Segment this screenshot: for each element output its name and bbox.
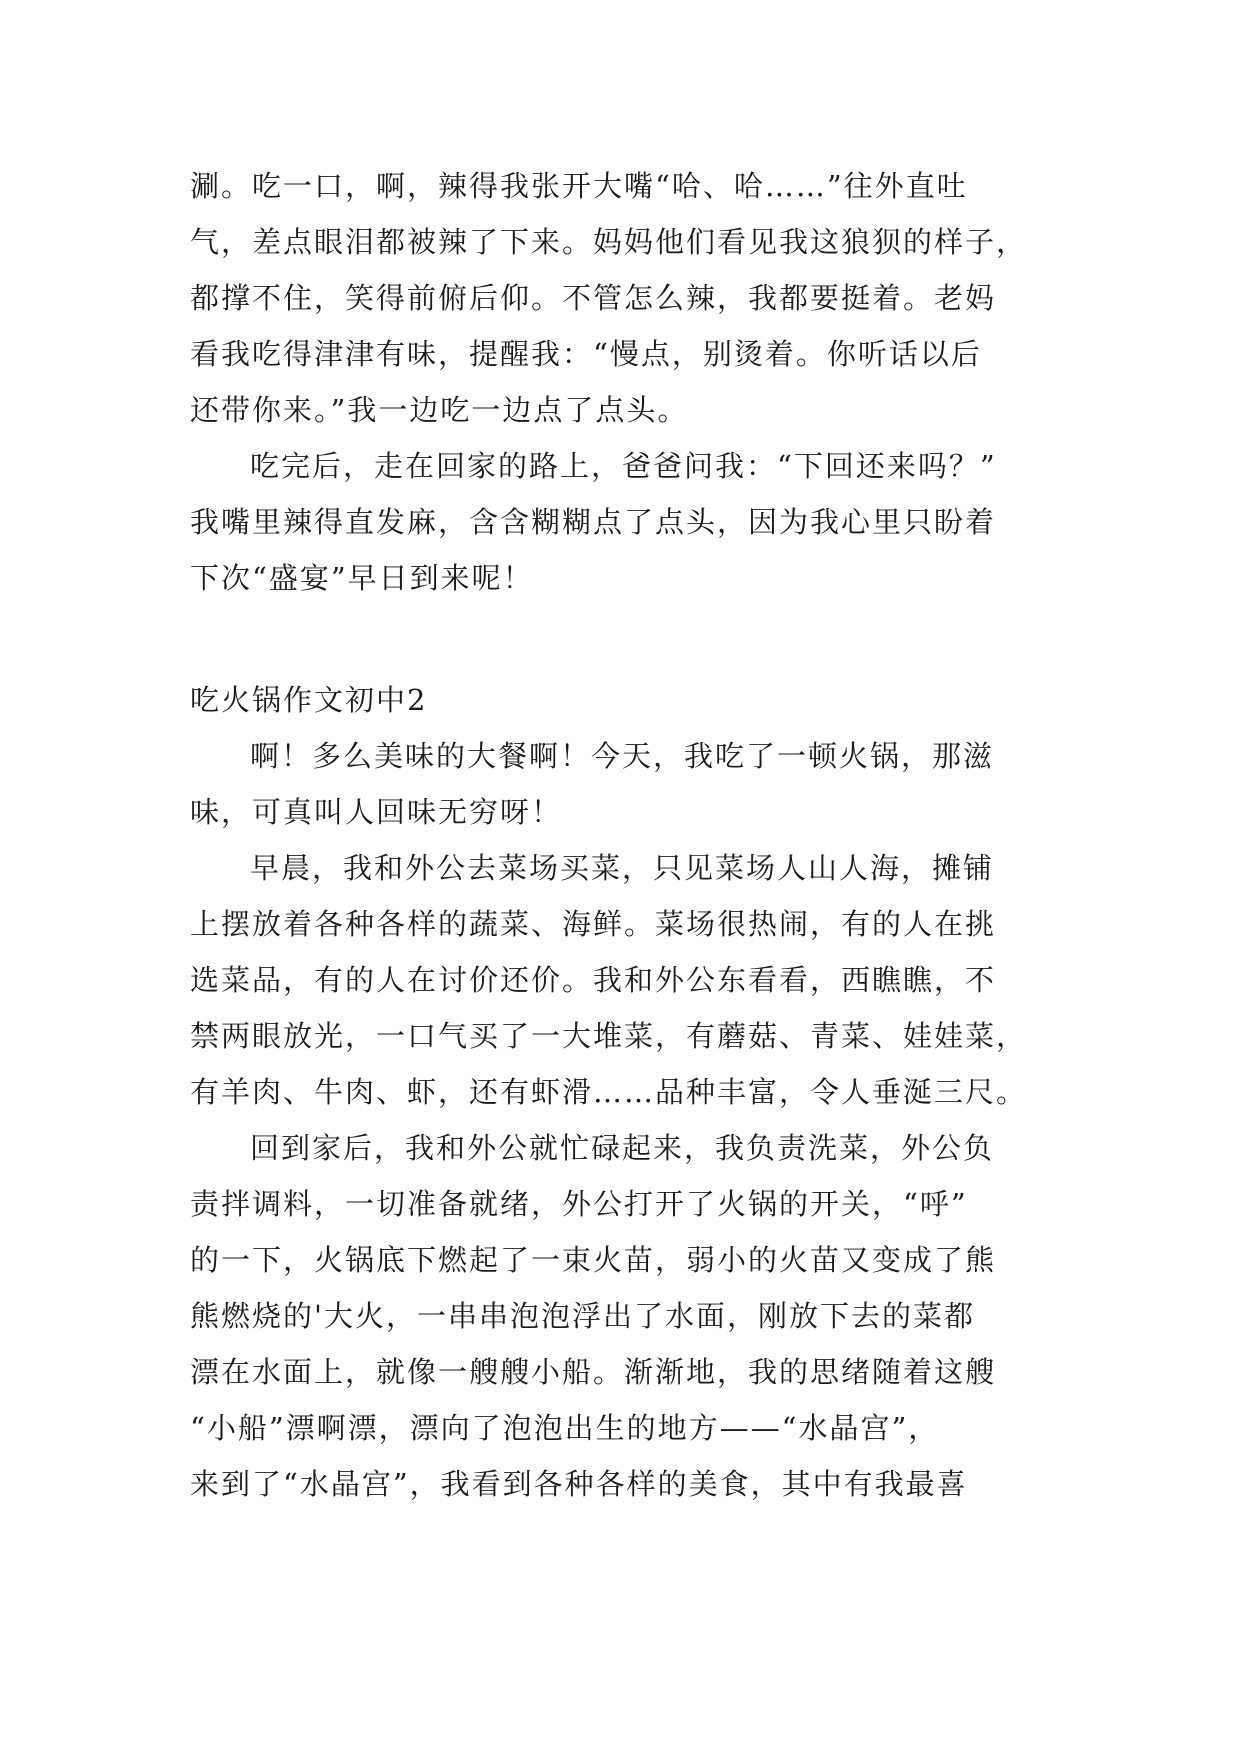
text-line: 禁两眼放光，一口气买了一大堆菜，有蘑菇、青菜、娃娃菜， [190, 1019, 1028, 1053]
text-line: 熊燃烧的'大火，一串串泡泡浮出了水面，刚放下去的菜都 [190, 1299, 975, 1333]
text-line: 气，差点眼泪都被辣了下来。妈妈他们看见我这狼狈的样子， [190, 225, 1028, 259]
text-line: 的一下，火锅底下燃起了一束火苗，弱小的火苗又变成了熊 [190, 1243, 997, 1277]
text-line: 责拌调料，一切准备就绪，外公打开了火锅的开关，“呼” [190, 1187, 968, 1221]
text-line: 漂在水面上，就像一艘艘小船。渐渐地，我的思绪随着这艘 [190, 1355, 997, 1389]
text-line: 来到了“水晶宫”，我看到各种各样的美食，其中有我最喜 [190, 1467, 968, 1501]
text-line: 下次“盛宴”早日到来呢！ [190, 561, 534, 595]
text-line: 看我吃得津津有味，提醒我：“慢点，别烫着。你听话以后 [190, 337, 982, 371]
text-line: “小船”漂啊漂，漂向了泡泡出生的地方——“水晶宫”， [190, 1411, 940, 1445]
text-line: 涮。吃一口，啊，辣得我张开大嘴“哈、哈……”往外直吐 [190, 169, 968, 203]
text-line: 选菜品，有的人在讨价还价。我和外公东看看，西瞧瞧，不 [190, 963, 997, 997]
text-line: 都撑不住，笑得前俯后仰。不管怎么辣，我都要挺着。老妈 [190, 281, 997, 315]
text-line: 还带你来。”我一边吃一边点了点头。 [190, 393, 689, 427]
section-heading: 吃火锅作文初中2 [190, 683, 428, 717]
text-line: 味，可真叫人回味无穷呀！ [190, 795, 563, 829]
paragraph-start: 吃完后，走在回家的路上，爸爸问我：“下回还来吗？” [250, 449, 997, 483]
paragraph-start: 回到家后，我和外公就忙碌起来，我负责洗菜，外公负 [250, 1131, 995, 1165]
text-line: 我嘴里辣得直发麻，含含糊糊点了点头，因为我心里只盼着 [190, 505, 997, 539]
text-line: 有羊肉、牛肉、虾，还有虾滑……品种丰富，令人垂涎三尺。 [190, 1075, 1028, 1109]
paragraph-start: 啊！多么美味的大餐啊！今天，我吃了一顿火锅，那滋 [250, 739, 995, 773]
paragraph-start: 早晨，我和外公去菜场买菜，只见菜场人山人海，摊铺 [250, 851, 995, 885]
text-line: 上摆放着各种各样的蔬菜、海鲜。菜场很热闹，有的人在挑 [190, 907, 997, 941]
